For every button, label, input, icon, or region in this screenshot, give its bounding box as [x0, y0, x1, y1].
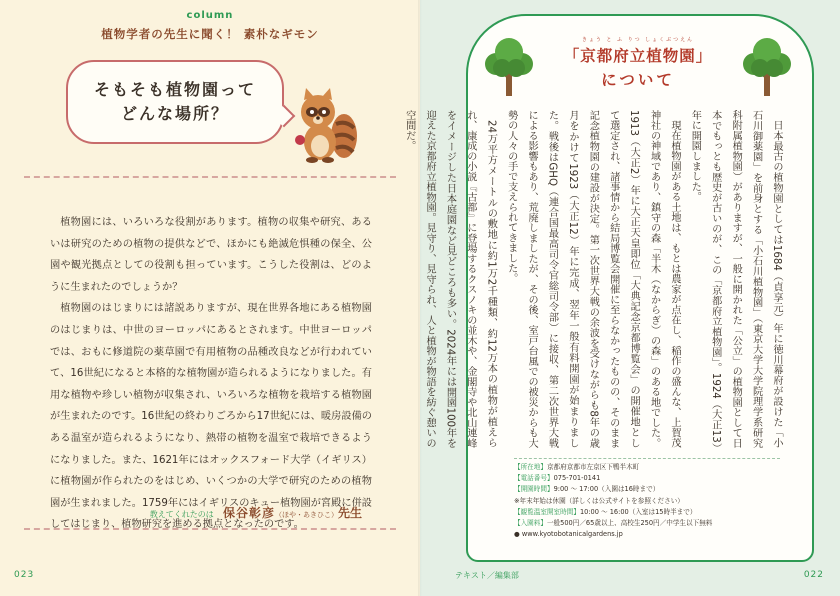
bottom-divider	[24, 528, 396, 530]
top-divider	[24, 176, 396, 178]
right-paragraph-2: 現在植物園がある土地は、もとは農家が点在し、稲作の盛んな、上賀茂神社の神域であり、鎮守の森「半木（なからぎ）の森」のある地でした。1913（大正2）年に大正天皇即位「大典記念京都博覧会」の開催地として選定され、諸事情から結局博覧会開催に至らなかったものの、そのまま記念植物園の建設が決定。第一次世界大戦の余波を受けながらも8年の歳月をかけて1923（大正12）年に完成、翌年一般有料開園が始まりました。戦後はGHQ（連合国最高司令官総司令部）に接収、第二次世界大戦による影響もあり、荒廃しましたが、その後、室戸台風での被災からも大勢の人々の手で支えられてきました。	[505, 110, 680, 448]
facility-info	[514, 462, 784, 540]
left-article-body	[50, 212, 372, 536]
info-divider	[514, 458, 780, 459]
right-article-body	[403, 110, 786, 448]
right-paragraph-3: 24万平方メートルの敷地に約1万2千種類、約12万本の植物が植えられ、康成の小説『古都』に登場するクスノキの並木や、金閣寺や北山連峰をイメージした日本庭園など見どころも多い。2024年には開園100年を迎えた京都府立植物園。見守り、見守られ、人と植物が物語を紡ぐ憩いの空間だ。	[403, 110, 497, 448]
title-ruby: きょう と ふ りつ しょくぶつえん	[581, 37, 695, 43]
info-row: 【開園時間】9:00 ～ 17:00（入園は16時まで）	[514, 485, 660, 494]
heading-line-1: そもそも植物園って	[93, 80, 256, 99]
right-paragraph-1: 日本最古の植物園としては1684（貞享元）年に徳川幕府が設けた「小石川御薬園」を前身とする「小石川植物園」（東京大学大学院理学系研究科附属植物園）がありますが、一般に開かれた「公立」の植物園として日本でもっとも歴史が古いのが、この「京都府立植物園」。1924（大正13）年に開園しました。	[689, 110, 782, 448]
tree-left-illustration	[482, 34, 536, 98]
author-kana: （ほや・あきひこ）	[274, 511, 338, 519]
page-number-left: 023	[14, 570, 35, 580]
page-number-right: 022	[803, 570, 824, 580]
info-row: 【入園料】一般500円／65歳以上、高校生250円／中学生以下無料	[514, 519, 713, 528]
column-tag: column	[186, 10, 234, 21]
website-link[interactable]: ● www.kyotobotanicalgardens.jp	[514, 530, 623, 539]
info-row: 【電話番号】075-701-0141	[514, 474, 601, 483]
left-paragraph-2: 植物園のはじまりには諸説ありますが、現在世界各地にある植物園のはじまりは、中世のヨーロッパにあるとされます。中世ヨーロッパでは、おもに修道院の薬草園で有用植物の品種改良などが行われていて、16世紀になると本格的な植物園が造られるようになりました。有用な植物や珍しい植物が収集され、いろいろな植物を栽培する植物園が生まれたのです。16世紀の終わりごろから17世紀には、暖房設備のある温室が造られるようになり、熱帯の植物を温室で栽培できるようになりました。また、1621年にはオックスフォード大学（イギリス）に植物園が作られたのをはじめ、いくつかの大学で研究のための植物園が生まれました。1759年にはイギリスのキュー植物園が宮殿に併設してはじまり、植物研究を進める拠点となったのです。	[50, 303, 372, 531]
heading-line-2: どんな場所？	[120, 104, 229, 123]
tanuki-illustration	[288, 84, 360, 164]
right-title: 「京都府立植物園」	[563, 47, 713, 65]
byline	[150, 504, 362, 521]
text-credit: テキスト／編集部	[455, 571, 519, 580]
tree-right-illustration	[740, 34, 794, 98]
column-subtitle: 植物学者の先生に聞く！ 素朴なギモン	[101, 27, 319, 41]
author-title: 先生	[337, 506, 362, 520]
info-row: 【所在地】京都府京都市左京区下鴨半木町	[514, 463, 640, 471]
author-name: 保谷彰彦	[222, 506, 275, 520]
byline-intro: 教えてくれたのは	[149, 510, 214, 519]
left-paragraph-1: 植物園には、いろいろな役割があります。植物の収集や研究、あるいは研究のための植物の提供などで、ほかにも絶滅危惧種の保全、公園や観光拠点としての役割も担っています。こうした役割は、どのように生まれたのでしょうか？	[50, 217, 372, 293]
page-heading	[66, 78, 284, 126]
info-row: ※年末年始は休園（詳しくは公式サイトを参照ください）	[514, 496, 684, 505]
info-row	[514, 529, 784, 540]
right-title-line-2: について	[601, 71, 675, 89]
info-row: 【観覧温室開室時間】10:00 ～ 16:00（入室は15時半まで）	[514, 507, 697, 516]
